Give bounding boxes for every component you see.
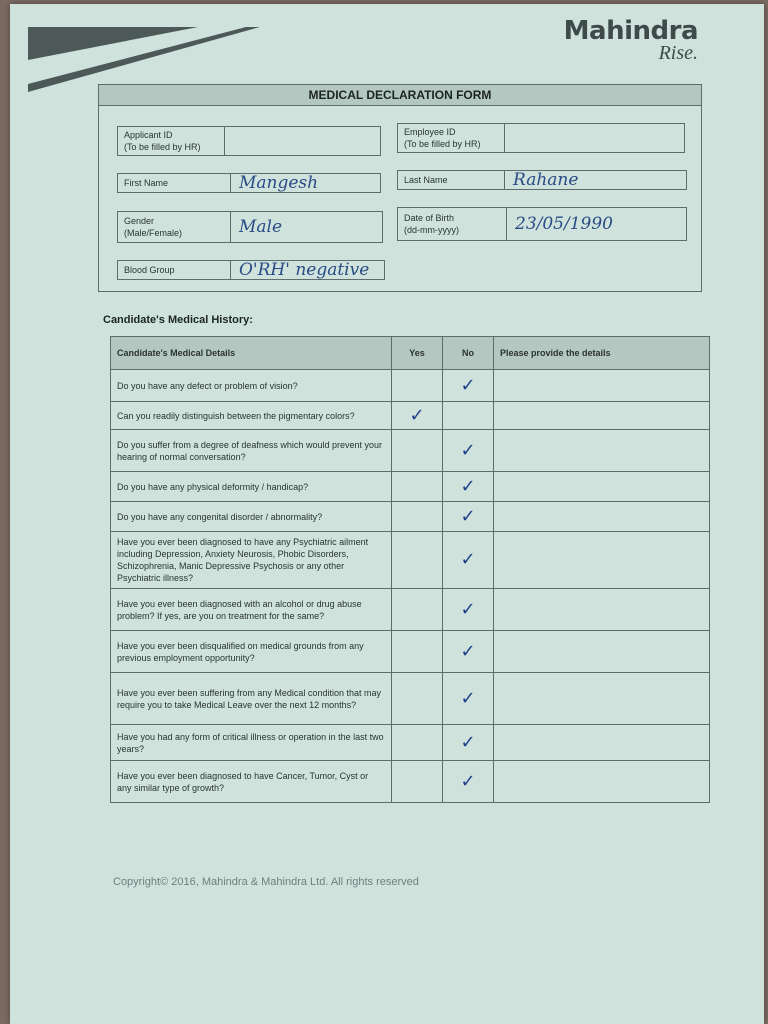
first-name-value[interactable]: Mangesh [239,173,319,193]
yes-cell[interactable] [392,761,443,803]
question-cell: Have you ever been disqualified on medical grounds from any previous employment opportunity? [111,631,392,673]
check-mark-icon: ✓ [460,598,476,620]
question-cell: Have you ever been suffering from any Medical condition that may require you to take Medical Leave over the next 12 months? [111,673,392,725]
logo-brand: Mahindra [563,16,698,46]
details-cell[interactable] [494,631,710,673]
yes-cell[interactable] [392,502,443,532]
check-mark-icon: ✓ [460,439,476,461]
question-cell: Do you have any defect or problem of vision? [111,370,392,402]
yes-cell[interactable] [392,589,443,631]
table-row [111,589,710,631]
yes-cell[interactable] [392,402,443,430]
table-row [111,532,710,589]
check-mark-icon: ✓ [460,640,476,662]
header-no: No [443,337,494,370]
yes-cell[interactable] [392,631,443,673]
check-mark-icon: ✓ [460,770,476,792]
table-row [111,673,710,725]
yes-cell[interactable] [392,472,443,502]
gender-value[interactable]: Male [239,217,283,237]
form-page [10,4,764,1024]
header-yes: Yes [392,337,443,370]
no-cell[interactable] [443,589,494,631]
question-cell: Do you have any congenital disorder / abnormality? [111,502,392,532]
table-row [111,370,710,402]
table-row [111,472,710,502]
copyright-notice: Copyright© 2016, Mahindra & Mahindra Ltd. All rights reserved [113,876,419,888]
blood-group-field [117,260,385,280]
applicant-id-field [117,126,381,156]
table-row [111,761,710,803]
no-cell[interactable] [443,673,494,725]
medical-history-heading: Candidate's Medical History: [103,314,253,326]
check-mark-icon: ✓ [460,549,476,570]
details-cell[interactable] [494,673,710,725]
question-cell: Have you ever been diagnosed to have Cancer, Tumor, Cyst or any similar type of growth? [111,761,392,803]
mahindra-logo [564,16,698,65]
blood-group-label: Blood Group [118,261,231,279]
details-cell[interactable] [494,402,710,430]
no-cell[interactable] [443,631,494,673]
history-header-row [111,337,710,370]
question-cell: Have you had any form of critical illness or operation in the last two years? [111,725,392,761]
applicant-id-label: Applicant ID (To be filled by HR) [118,127,225,155]
check-mark-icon: ✓ [460,505,476,527]
check-mark-icon: ✓ [460,731,476,753]
check-mark-icon: ✓ [460,687,476,709]
declaration-form [98,84,702,292]
question-cell: Have you ever been diagnosed to have any Psychiatric ailment including Depression, Anxiety Neurosis, Phobic Disorders, Schizophrenia, Manic Depressive Psychosis or any other Psychiatric illness? [111,532,392,589]
blood-group-value[interactable]: O'RH' negative [239,260,370,280]
details-cell[interactable] [494,430,710,472]
table-row [111,430,710,472]
details-cell[interactable] [494,761,710,803]
question-cell: Do you suffer from a degree of deafness which would prevent your hearing of normal conversation? [111,430,392,472]
yes-cell[interactable] [392,673,443,725]
header-details: Candidate's Medical Details [111,337,392,370]
yes-cell[interactable] [392,725,443,761]
details-cell[interactable] [494,532,710,589]
no-cell[interactable] [443,472,494,502]
gender-field [117,211,383,243]
table-row [111,725,710,761]
no-cell[interactable] [443,502,494,532]
last-name-label: Last Name [398,171,505,189]
dob-value[interactable]: 23/05/1990 [515,214,613,234]
question-cell: Can you readily distinguish between the pigmentary colors? [111,402,392,430]
check-mark-icon: ✓ [460,374,476,396]
employee-id-field [397,123,685,153]
details-cell[interactable] [494,472,710,502]
no-cell[interactable] [443,761,494,803]
details-cell[interactable] [494,502,710,532]
check-mark-icon: ✓ [409,404,425,426]
no-cell[interactable] [443,430,494,472]
table-row [111,502,710,532]
gender-label: Gender (Male/Female) [118,212,231,242]
no-cell[interactable] [443,532,494,589]
no-cell[interactable] [443,725,494,761]
table-row [111,631,710,673]
no-cell[interactable] [443,402,494,430]
medical-history-table [110,336,710,803]
form-title: MEDICAL DECLARATION FORM [99,85,701,106]
yes-cell[interactable] [392,430,443,472]
history-body [111,370,710,803]
last-name-field [397,170,687,190]
no-cell[interactable] [443,370,494,402]
details-cell[interactable] [494,725,710,761]
applicant-id-value[interactable] [225,127,380,155]
logo-tagline: Rise. [658,42,698,64]
table-row [111,402,710,430]
check-mark-icon: ✓ [460,475,476,497]
details-cell[interactable] [494,589,710,631]
last-name-value[interactable]: Rahane [513,170,579,190]
details-cell[interactable] [494,370,710,402]
employee-id-label: Employee ID (To be filled by HR) [398,124,505,152]
yes-cell[interactable] [392,532,443,589]
header-provide-details: Please provide the details [494,337,710,370]
question-cell: Have you ever been diagnosed with an alcohol or drug abuse problem? If yes, are you on treatment for the same? [111,589,392,631]
dob-label: Date of Birth (dd-mm-yyyy) [398,208,507,240]
dob-field [397,207,687,241]
first-name-label: First Name [118,174,231,192]
yes-cell[interactable] [392,370,443,402]
employee-id-value[interactable] [505,124,684,152]
first-name-field [117,173,381,193]
brand-stripes-graphic [28,22,268,92]
question-cell: Do you have any physical deformity / handicap? [111,472,392,502]
